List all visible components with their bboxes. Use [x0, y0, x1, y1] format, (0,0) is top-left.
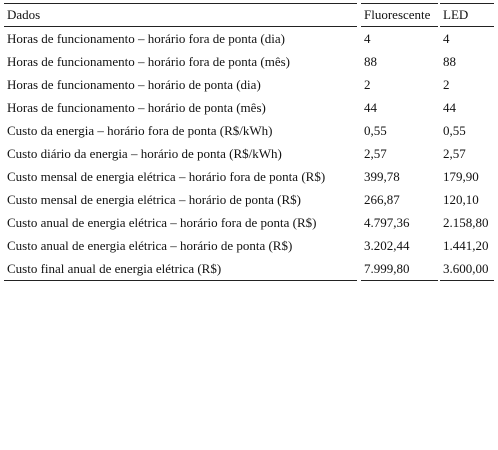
row-value-fluorescente: 4	[364, 31, 371, 46]
row-value-fluorescente: 4.797,36	[364, 215, 410, 230]
row-label: Custo final anual de energia elétrica (R$)	[4, 257, 357, 281]
row-value-fluorescente: 3.202,44	[364, 238, 410, 253]
row-value-fluorescente: 88	[364, 54, 377, 69]
row-value-fluorescente: 7.999,80	[361, 257, 438, 281]
row-value-led: 3.600,00	[440, 257, 494, 281]
row-value-led: 44	[443, 100, 456, 115]
table-row	[4, 211, 494, 234]
header-fluorescente: Fluorescente	[361, 3, 438, 27]
header-led: LED	[440, 3, 494, 27]
table-row	[4, 142, 494, 165]
row-value-led: 120,10	[443, 192, 479, 207]
row-label: Horas de funcionamento – horário fora de ponta (mês)	[7, 54, 291, 69]
data-table-container	[4, 3, 494, 281]
header-dados: Dados	[4, 3, 357, 27]
row-label: Custo mensal de energia elétrica – horário de ponta (R$)	[7, 192, 301, 207]
row-value-led: 0,55	[443, 123, 466, 138]
row-label: Custo mensal de energia elétrica – horário fora de ponta (R$)	[7, 169, 326, 184]
row-value-led: 179,90	[443, 169, 479, 184]
row-label: Custo anual de energia elétrica – horário de ponta (R$)	[7, 238, 293, 253]
row-value-fluorescente: 266,87	[364, 192, 400, 207]
row-label: Horas de funcionamento – horário de ponta (dia)	[7, 77, 261, 92]
row-value-led: 2.158,80	[443, 215, 489, 230]
table-row	[4, 234, 494, 257]
table-row	[4, 188, 494, 211]
row-value-fluorescente: 399,78	[364, 169, 400, 184]
row-label: Custo anual de energia elétrica – horário fora de ponta (R$)	[7, 215, 317, 230]
table-row	[4, 27, 494, 50]
data-table	[4, 3, 494, 281]
row-value-led: 2,57	[443, 146, 466, 161]
row-value-fluorescente: 0,55	[364, 123, 387, 138]
row-value-led: 1.441,20	[443, 238, 489, 253]
row-label: Horas de funcionamento – horário de ponta (mês)	[7, 100, 266, 115]
table-row	[4, 73, 494, 96]
row-value-led: 88	[443, 54, 456, 69]
row-value-led: 4	[443, 31, 450, 46]
header-row	[4, 3, 494, 27]
table-row	[4, 165, 494, 188]
table-row	[4, 119, 494, 142]
row-value-led: 2	[443, 77, 450, 92]
row-label: Custo da energia – horário fora de ponta (R$/kWh)	[7, 123, 273, 138]
table-row	[4, 96, 494, 119]
row-value-fluorescente: 2,57	[364, 146, 387, 161]
table-row	[4, 50, 494, 73]
row-value-fluorescente: 2	[364, 77, 371, 92]
table-header	[4, 3, 494, 27]
table-body	[4, 27, 494, 281]
row-value-fluorescente: 44	[364, 100, 377, 115]
row-label: Custo diário da energia – horário de ponta (R$/kWh)	[7, 146, 282, 161]
row-label: Horas de funcionamento – horário fora de ponta (dia)	[7, 31, 285, 46]
table-row	[4, 257, 494, 281]
